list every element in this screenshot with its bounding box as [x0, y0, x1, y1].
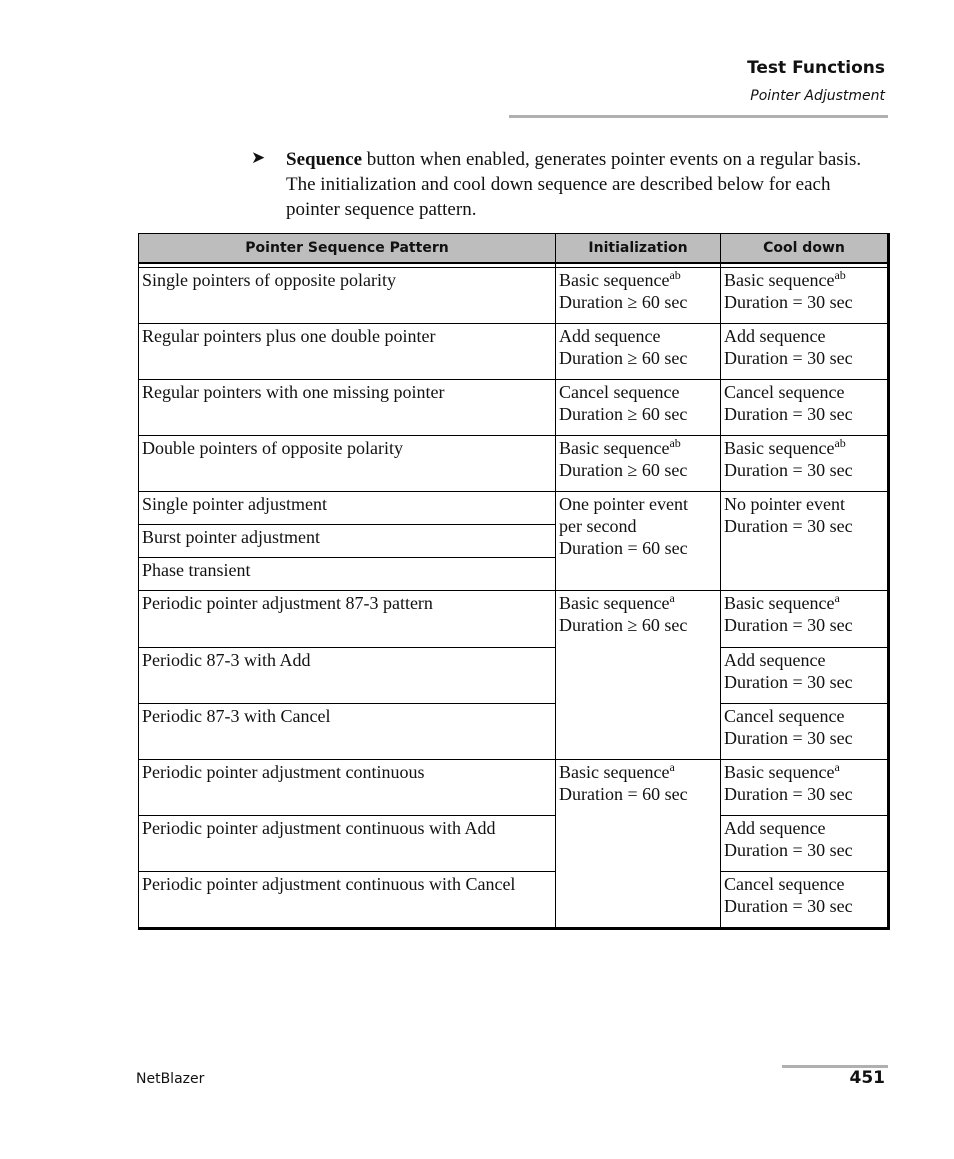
init-line: Basic sequence	[559, 270, 670, 290]
cool-duration: Duration = 30 sec	[724, 615, 853, 635]
bullet-arrow-icon: ➤	[251, 148, 266, 168]
pattern-cell: Periodic pointer adjustment continuous with Add	[139, 816, 556, 872]
cool-cell	[721, 648, 889, 704]
pattern-cell: Periodic pointer adjustment continuous with Cancel	[139, 872, 556, 929]
cool-cell	[721, 591, 889, 648]
init-duration: Duration ≥ 60 sec	[559, 404, 688, 424]
cool-cell	[721, 380, 889, 436]
cool-duration: Duration = 30 sec	[724, 784, 853, 804]
cool-duration: Duration = 30 sec	[724, 516, 853, 536]
cool-cell	[721, 324, 889, 380]
pattern-cell: Regular pointers plus one double pointer	[139, 324, 556, 380]
table-row	[139, 380, 889, 436]
footer-product-name: NetBlazer	[136, 1071, 205, 1087]
footnote-mark: ab	[669, 436, 681, 450]
pattern-cell: Burst pointer adjustment	[139, 525, 556, 558]
cool-duration: Duration = 30 sec	[724, 672, 853, 692]
cool-line: Add sequence	[724, 818, 826, 838]
init-duration: Duration ≥ 60 sec	[559, 615, 688, 635]
init-line: Cancel sequence	[559, 382, 680, 402]
init-cell-merged	[556, 760, 721, 929]
cool-line: Basic sequence	[724, 438, 835, 458]
cool-cell	[721, 436, 889, 492]
footnote-mark: a	[834, 591, 840, 605]
init-duration: Duration ≥ 60 sec	[559, 348, 688, 368]
cool-duration: Duration = 30 sec	[724, 348, 853, 368]
cool-line: Basic sequence	[724, 270, 835, 290]
cool-cell-merged	[721, 492, 889, 591]
cool-cell	[721, 872, 889, 929]
cool-line: Basic sequence	[724, 762, 835, 782]
page-number: 451	[849, 1068, 885, 1088]
header-cool-down: Cool down	[721, 234, 889, 264]
footnote-mark: a	[669, 591, 675, 605]
init-line: Add sequence	[559, 326, 661, 346]
table-row	[139, 816, 889, 872]
intro-paragraph	[286, 147, 886, 222]
cool-line: Cancel sequence	[724, 706, 845, 726]
table-row	[139, 704, 889, 760]
cool-cell	[721, 760, 889, 816]
init-cell	[556, 380, 721, 436]
init-duration: Duration ≥ 60 sec	[559, 460, 688, 480]
footnote-mark: a	[669, 760, 675, 774]
table-row	[139, 492, 889, 525]
cool-line: Add sequence	[724, 326, 826, 346]
cool-duration: Duration = 30 sec	[724, 404, 853, 424]
init-cell-merged	[556, 492, 721, 591]
pattern-cell: Double pointers of opposite polarity	[139, 436, 556, 492]
cool-duration: Duration = 30 sec	[724, 840, 853, 860]
init-cell-merged	[556, 591, 721, 760]
pattern-cell: Regular pointers with one missing pointer	[139, 380, 556, 436]
pattern-cell: Periodic pointer adjustment 87-3 pattern	[139, 591, 556, 648]
init-cell	[556, 324, 721, 380]
cool-duration: Duration = 30 sec	[724, 728, 853, 748]
cool-duration: Duration = 30 sec	[724, 292, 853, 312]
init-line: per second	[559, 516, 637, 536]
cool-duration: Duration = 30 sec	[724, 896, 853, 916]
cool-line: Basic sequence	[724, 593, 835, 613]
cool-line: No pointer event	[724, 494, 845, 514]
table-row	[139, 591, 889, 648]
cool-duration: Duration = 30 sec	[724, 460, 853, 480]
header-pattern: Pointer Sequence Pattern	[139, 234, 556, 264]
pointer-sequence-table	[138, 233, 890, 930]
cool-cell	[721, 816, 889, 872]
footnote-mark: ab	[669, 268, 681, 282]
pattern-cell: Periodic pointer adjustment continuous	[139, 760, 556, 816]
pattern-cell: Single pointer adjustment	[139, 492, 556, 525]
table-row	[139, 648, 889, 704]
init-duration: Duration = 60 sec	[559, 784, 688, 804]
cool-line: Cancel sequence	[724, 874, 845, 894]
table-row	[139, 324, 889, 380]
init-line: One pointer event	[559, 494, 688, 514]
intro-bold-term: Sequence	[286, 149, 362, 170]
footnote-mark: a	[834, 760, 840, 774]
footnote-mark: ab	[834, 436, 846, 450]
table-row	[139, 872, 889, 929]
init-cell	[556, 268, 721, 324]
pattern-cell: Single pointers of opposite polarity	[139, 268, 556, 324]
pattern-cell: Periodic 87-3 with Add	[139, 648, 556, 704]
init-duration: Duration ≥ 60 sec	[559, 292, 688, 312]
table-header-row	[139, 234, 889, 264]
footnote-mark: ab	[834, 268, 846, 282]
init-line: Basic sequence	[559, 762, 670, 782]
header-divider	[509, 115, 888, 118]
header-initialization: Initialization	[556, 234, 721, 264]
cool-line: Add sequence	[724, 650, 826, 670]
init-cell	[556, 436, 721, 492]
cool-cell	[721, 704, 889, 760]
section-title: Test Functions	[747, 58, 885, 78]
table-row	[139, 436, 889, 492]
init-line: Basic sequence	[559, 438, 670, 458]
pattern-cell: Periodic 87-3 with Cancel	[139, 704, 556, 760]
table-row	[139, 268, 889, 324]
table-row	[139, 760, 889, 816]
section-subtitle: Pointer Adjustment	[750, 88, 885, 104]
init-line: Basic sequence	[559, 593, 670, 613]
init-duration: Duration = 60 sec	[559, 538, 688, 558]
intro-text: button when enabled, generates pointer events on a regular basis. The initialization and cool down sequence are described below for each pointer sequence pattern.	[286, 149, 862, 220]
cool-line: Cancel sequence	[724, 382, 845, 402]
cool-cell	[721, 268, 889, 324]
pattern-cell: Phase transient	[139, 558, 556, 591]
